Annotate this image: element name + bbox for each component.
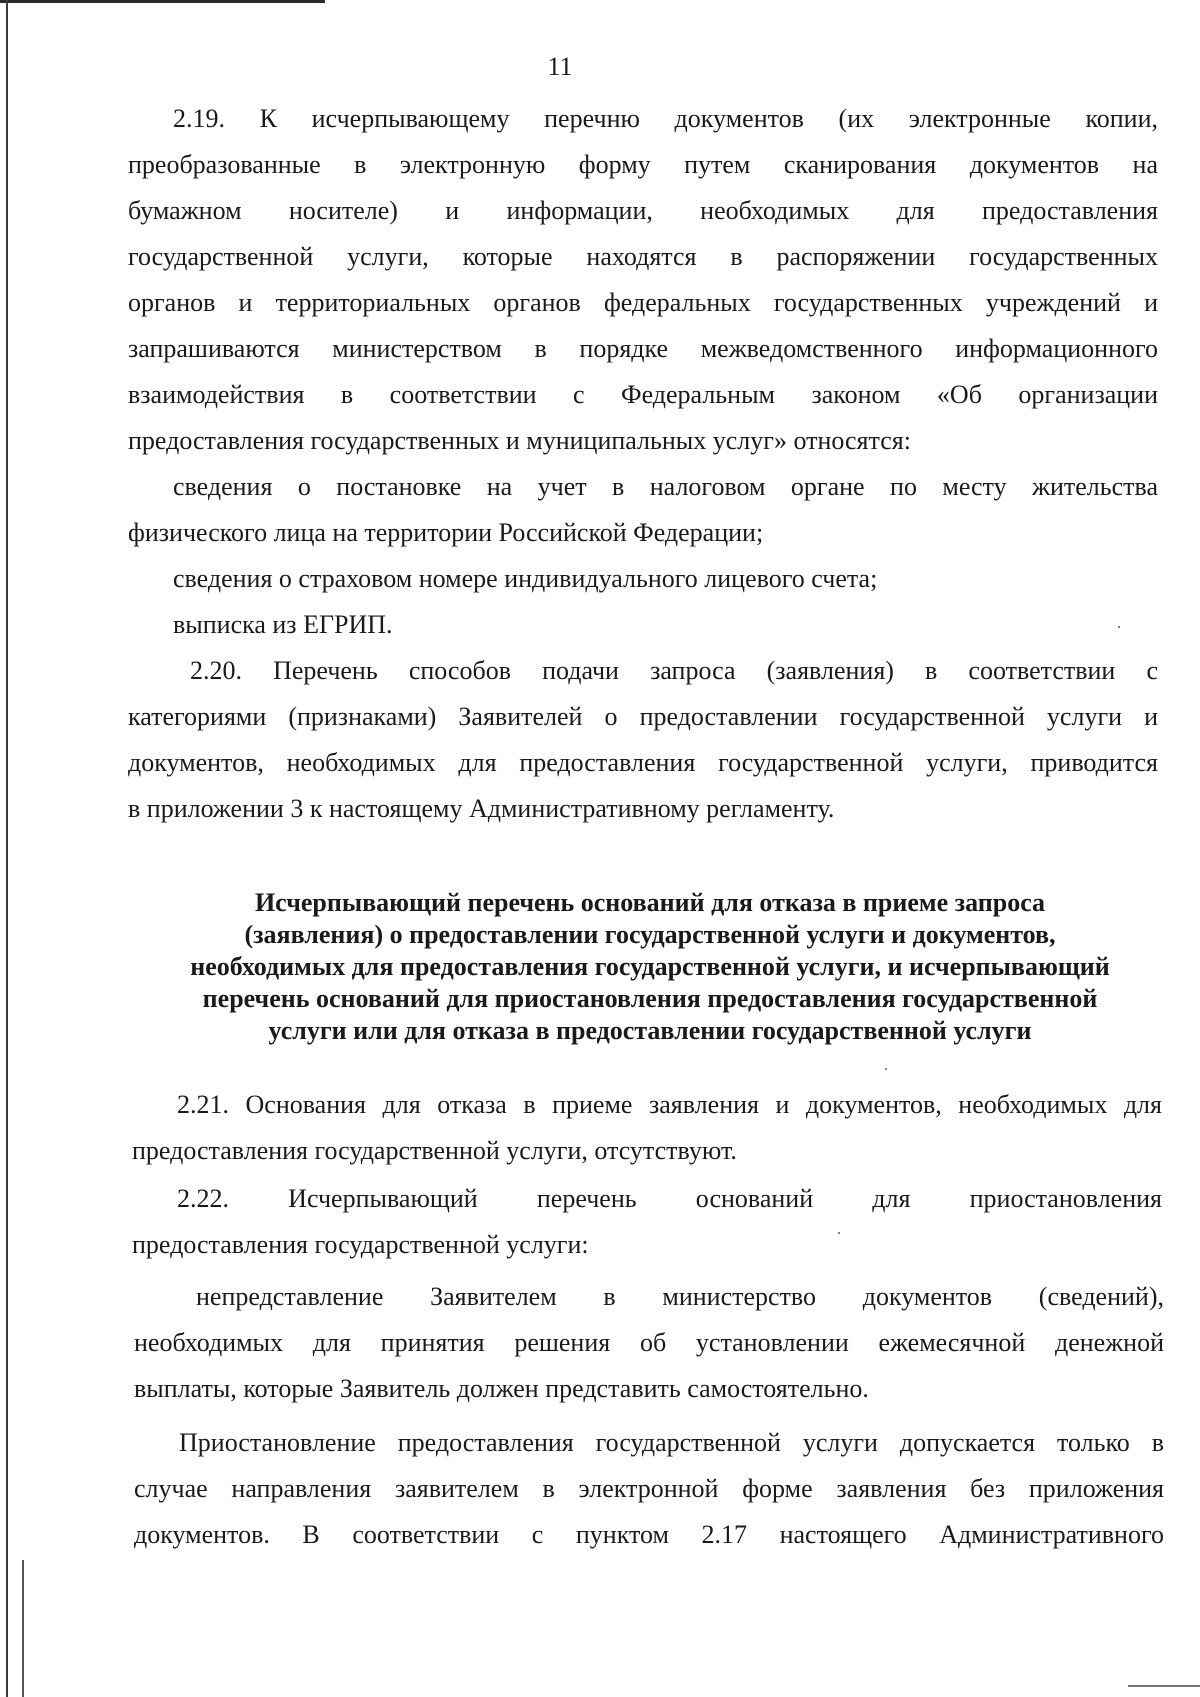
scan-speck [1118, 626, 1120, 628]
scan-edge-left-lower [22, 1560, 24, 1697]
text-line: 2.19. К исчерпывающему перечню документов (их электронные копии, [173, 104, 1158, 133]
scan-edge-bottom [1128, 1685, 1200, 1687]
text-line: выплаты, которые Заявитель должен представить самостоятельно. [134, 1374, 869, 1403]
text-line: непредставление Заявителем в министерство документов (сведений), [196, 1282, 1164, 1311]
heading-line: Исчерпывающий перечень оснований для отказа в приеме запроса [254, 888, 1046, 917]
text-line: категориями (признаками) Заявителей о предоставлении государственной услуги и [128, 702, 1158, 731]
text-line: выписка из ЕГРИП. [173, 610, 393, 639]
text-line: сведения о страховом номере индивидуального лицевого счета; [173, 564, 878, 593]
heading-line: перечень оснований для приостановления предоставления государственной [202, 984, 1098, 1013]
text-line: предоставления государственной услуги, отсутствуют. [132, 1136, 737, 1165]
text-line: преобразованные в электронную форму путем сканирования документов на [128, 150, 1158, 179]
text-line: документов, необходимых для предоставления государственной услуги, приводится [128, 748, 1158, 777]
text-line: бумажном носителе) и информации, необходимых для предоставления [128, 196, 1158, 225]
text-line: запрашиваются министерством в порядке межведомственного информационного [128, 334, 1158, 363]
scan-edge-left [6, 0, 8, 1697]
scan-speck [885, 1068, 887, 1070]
text-line: в приложении 3 к настоящему Административному регламенту. [128, 794, 835, 823]
scan-speck [838, 1232, 840, 1234]
text-line: документов. В соответствии с пунктом 2.17 настоящего Административного [134, 1520, 1164, 1549]
page-number: 11 [547, 52, 573, 81]
text-line: предоставления государственной услуги: [132, 1230, 589, 1259]
text-line: Приостановление предоставления государственной услуги допускается только в [179, 1428, 1164, 1457]
text-line: необходимых для принятия решения об установлении ежемесячной денежной [134, 1328, 1164, 1357]
text-line: предоставления государственных и муниципальных услуг» относятся: [128, 426, 911, 455]
heading-line: (заявления) о предоставлении государственной услуги и документов, [244, 920, 1056, 949]
text-line: физического лица на территории Российской Федерации; [128, 518, 764, 547]
scan-edge-top [0, 0, 325, 3]
text-line: органов и территориальных органов федеральных государственных учреждений и [128, 288, 1158, 317]
text-line: 2.22. Исчерпывающий перечень оснований для приостановления [177, 1184, 1162, 1213]
text-line: сведения о постановке на учет в налоговом органе по месту жительства [173, 472, 1158, 501]
text-line: государственной услуги, которые находятся в распоряжении государственных [128, 242, 1158, 271]
text-line: 2.21. Основания для отказа в приеме заявления и документов, необходимых для [177, 1090, 1162, 1119]
text-line: 2.20. Перечень способов подачи запроса (заявления) в соответствии с [190, 656, 1158, 685]
text-line: случае направления заявителем в электронной форме заявления без приложения [134, 1474, 1164, 1503]
heading-line: необходимых для предоставления государственной услуги, и исчерпывающий [190, 952, 1110, 981]
text-line: взаимодействия в соответствии с Федеральным законом «Об организации [128, 380, 1158, 409]
heading-line: услуги или для отказа в предоставлении государственной услуги [268, 1016, 1032, 1045]
